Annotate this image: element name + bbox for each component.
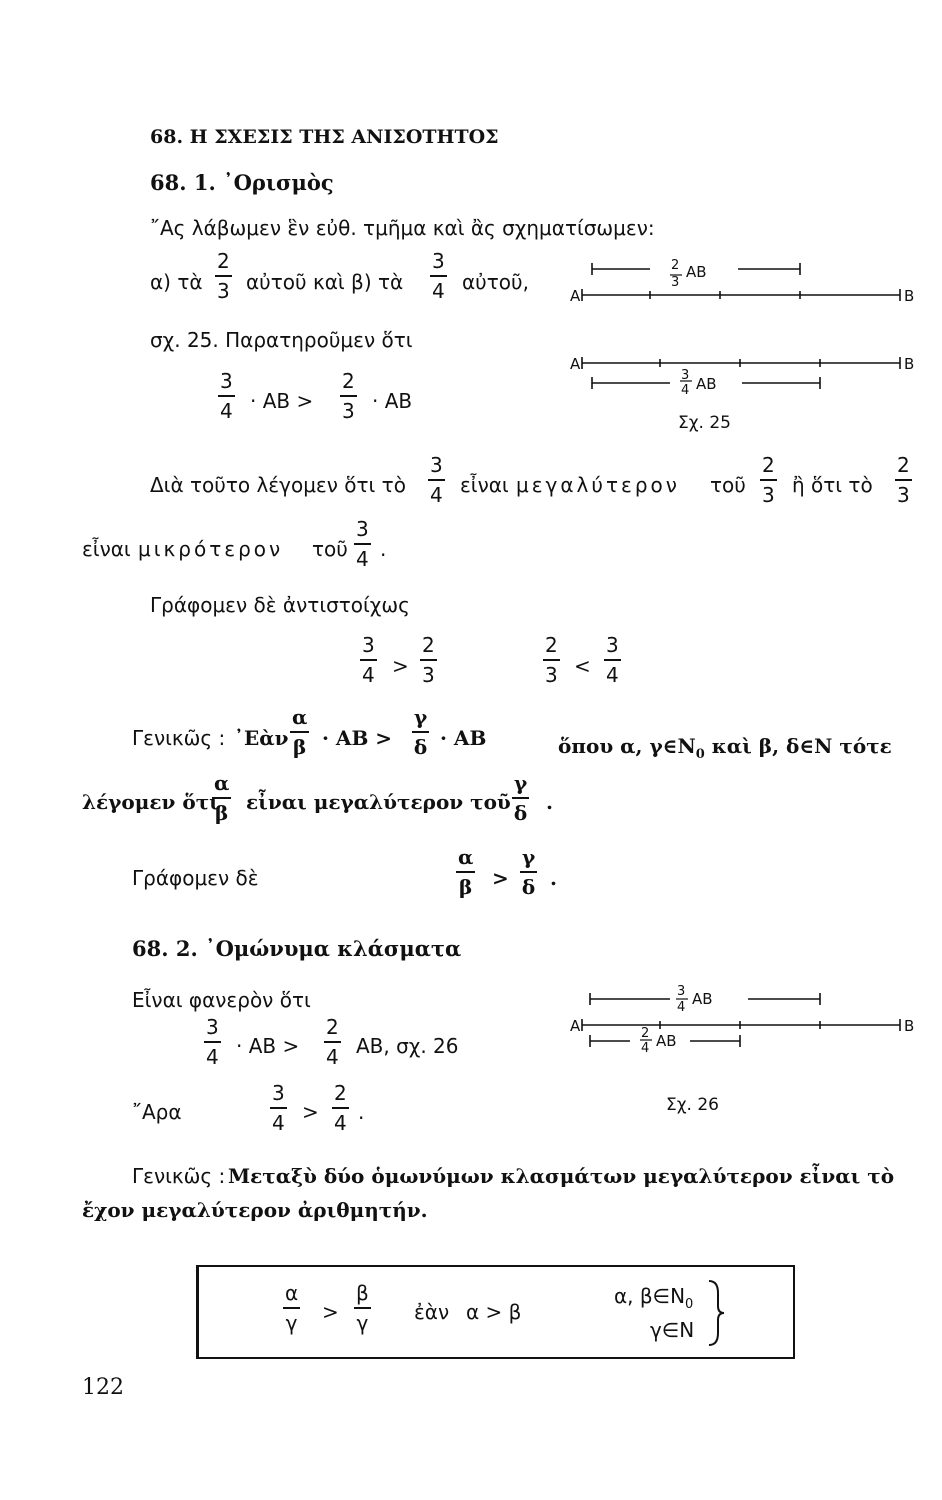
frac-num: 2	[422, 633, 435, 657]
frac-den: 4	[356, 547, 369, 571]
intro-text: ῎Ας λάβωμεν ἓν εὐθ. τμῆμα καὶ ἂς σχηματίσωμεν:	[150, 216, 655, 240]
ineq1-frac-b	[340, 370, 357, 422]
subsection-2-heading	[132, 936, 461, 961]
frac-den: δ	[413, 735, 428, 759]
dia-frac-3-4	[428, 454, 445, 506]
ara-end: .	[358, 1100, 365, 1124]
frac-den: 3	[422, 663, 435, 687]
genika1-ean: ᾿Εὰν	[234, 726, 289, 750]
einai-faneron: Εἶναι φανερὸν ὅτι	[132, 988, 311, 1012]
frac-num: 3	[432, 249, 445, 273]
frac-num: 2	[326, 1015, 339, 1039]
line-a-part3: αὐτοῦ,	[462, 270, 529, 294]
subsection-2-title: ᾿Ομώνυμα κλάσματα	[205, 936, 462, 961]
ineq1-mid: · AB >	[250, 389, 314, 413]
frac-den: 4	[432, 279, 445, 303]
box-op: >	[322, 1300, 339, 1324]
pair1-frac-b	[420, 634, 437, 686]
fig25-point-b-bottom: B	[904, 355, 915, 373]
ara-frac-b	[332, 1082, 349, 1134]
frac-num: 2	[334, 1081, 347, 1105]
frac-num: 2	[545, 633, 558, 657]
frac-num: 3	[356, 517, 369, 541]
ara-op: >	[302, 1100, 319, 1124]
genika1-sub0: 0	[695, 747, 705, 762]
frac-den: 3	[342, 399, 355, 423]
fig25-bot-frac-num: 3	[681, 368, 690, 383]
section-heading: 68. Η ΣΧΕΣΙΣ ΤΗΣ ΑΝΙΣΟΤΗΤΟΣ	[150, 126, 499, 148]
fig26-point-b: B	[904, 1017, 915, 1035]
fig25-point-a-bottom: A	[570, 355, 581, 373]
genika1-frac-gamma-delta	[412, 706, 429, 758]
frac-den: 4	[334, 1111, 347, 1135]
box-frac-beta-gamma	[354, 1282, 371, 1334]
pair2-frac-a	[543, 634, 560, 686]
ara-frac-a	[270, 1082, 287, 1134]
genika2-lead: Γενικῶς :	[132, 1164, 226, 1188]
frac-num: α	[285, 1281, 299, 1305]
fig26-bot-frac-num: 2	[641, 1026, 650, 1041]
ineq1-end: · AB	[372, 389, 413, 413]
page-number: 122	[82, 1375, 124, 1400]
fig25-point-a-top: A	[570, 287, 581, 305]
line-a-part2: αὐτοῦ καὶ β) τὰ	[246, 270, 404, 294]
frac-num: 3	[206, 1015, 219, 1039]
ineq2-end: AB, σχ. 26	[356, 1034, 459, 1058]
fig26-top-frac-num: 3	[677, 985, 686, 999]
box-ean: ἐὰν	[414, 1300, 450, 1324]
frac-num: 2	[342, 369, 355, 393]
frac-num: γ	[522, 845, 536, 869]
fig25-caption: Σχ. 25	[678, 413, 732, 433]
frac-den: β	[459, 875, 473, 899]
dia-part1: Διὰ τοῦτο λέγομεν ὅτι τὸ	[150, 473, 406, 497]
genika2-text2: ἔχον μεγαλύτερον ἀριθμητήν.	[82, 1198, 428, 1222]
dia-part4: ἢ ὅτι τὸ	[792, 473, 873, 497]
fig25-top-frac-num: 2	[671, 258, 680, 273]
box-cond1	[614, 1284, 693, 1312]
fig25-top-frac-den: 3	[671, 275, 680, 290]
dia-frac-2-3-a	[760, 454, 777, 506]
fig26-bot-frac-den: 4	[641, 1041, 650, 1056]
frac-num: 3	[430, 453, 443, 477]
grafomen2-end: .	[550, 866, 557, 890]
frac-den: δ	[513, 801, 528, 825]
frac-num: 3	[362, 633, 375, 657]
frac-num: γ	[514, 771, 528, 795]
frac-den: 4	[606, 663, 619, 687]
fig26-bot-label: AB	[656, 1032, 677, 1050]
frac-den: 3	[762, 483, 775, 507]
frac-den: γ	[285, 1311, 298, 1335]
ineq2-frac-a	[204, 1016, 221, 1068]
pair1-op: >	[392, 654, 409, 678]
mikr-part1: εἶναι	[82, 537, 131, 561]
mikr-word-mikroteron: μικρότερον	[138, 537, 284, 561]
subsection-1-heading	[150, 170, 334, 195]
grafomen2-part1: Γράφομεν δὲ	[132, 866, 259, 890]
frac-den: 3	[217, 279, 230, 303]
frac-den: 4	[272, 1111, 285, 1135]
frac-num: γ	[414, 705, 428, 729]
subsection-2-number: 68. 2.	[132, 936, 198, 961]
frac-num: 2	[897, 453, 910, 477]
box-cond1-text: α, β∈N	[614, 1284, 686, 1308]
subsection-1-title: ᾿Ορισμὸς	[223, 170, 334, 195]
dia-word-megalyteron: μεγαλύτερον	[516, 473, 680, 497]
frac-den: 3	[545, 663, 558, 687]
frac-den: β	[293, 735, 307, 759]
frac-den: 4	[220, 399, 233, 423]
frac-den: 4	[362, 663, 375, 687]
figure-25	[570, 255, 915, 445]
mikr-frac-3-4	[354, 518, 371, 570]
ara-word: ῎Αρα	[132, 1100, 182, 1124]
frac-num: 3	[272, 1081, 285, 1105]
line-a-part1: α) τὰ	[150, 270, 203, 294]
dia-part2: εἶναι	[460, 473, 509, 497]
ineq2-mid: · AB >	[236, 1034, 300, 1058]
figure-26	[570, 985, 915, 1120]
ineq1-frac-a	[218, 370, 235, 422]
pair2-op: <	[574, 654, 591, 678]
legomen-frac-gamma-delta	[512, 772, 529, 824]
dia-frac-2-3-b	[895, 454, 912, 506]
grafomen2-frac-gamma-delta	[520, 846, 537, 898]
frac-den: 4	[206, 1045, 219, 1069]
genika1-ab: · AB	[440, 726, 487, 750]
genika1-lead: Γενικῶς :	[132, 726, 226, 750]
legomen-frac-alpha-beta	[212, 772, 231, 824]
box-frac-alpha-gamma	[283, 1282, 300, 1334]
mikr-part2: τοῦ	[312, 537, 348, 561]
fig26-point-a: A	[570, 1017, 581, 1035]
grafomen1: Γράφομεν δὲ ἀντιστοίχως	[150, 593, 410, 617]
genika1-frac-alpha-beta	[290, 706, 309, 758]
dia-part3: τοῦ	[710, 473, 746, 497]
frac-den: 4	[430, 483, 443, 507]
frac-num: 3	[606, 633, 619, 657]
fraction-2-3	[215, 250, 232, 302]
frac-den: 3	[897, 483, 910, 507]
ineq2-frac-b	[324, 1016, 341, 1068]
mikr-end: .	[380, 537, 387, 561]
box-cond1-sub: 0	[685, 1297, 694, 1312]
fig25-point-b-top: B	[904, 287, 915, 305]
box-condition: α > β	[466, 1300, 522, 1324]
genika1-mid: · AB >	[322, 726, 393, 750]
fig25-bot-frac-den: 4	[681, 383, 690, 398]
frac-den: γ	[356, 1311, 369, 1335]
fig25-top-label: AB	[686, 263, 707, 281]
fraction-3-4	[430, 250, 447, 302]
grafomen2-op: >	[492, 866, 509, 890]
frac-num: 2	[762, 453, 775, 477]
frac-den: 4	[326, 1045, 339, 1069]
grafomen2-frac-alpha-beta	[456, 846, 475, 898]
genika1-cond-text: ὅπου α, γ∈N	[558, 734, 696, 758]
frac-den: δ	[521, 875, 536, 899]
legomen-end: .	[546, 790, 553, 814]
subsection-1-number: 68. 1.	[150, 170, 216, 195]
line-b-text: σχ. 25. Παρατηροῦμεν ὅτι	[150, 328, 413, 352]
pair2-frac-b	[604, 634, 621, 686]
frac-num: α	[458, 845, 474, 869]
box-cond2: γ∈N	[650, 1318, 695, 1342]
frac-num: α	[292, 705, 308, 729]
legomen-part1: λέγομεν ὅτι	[82, 790, 219, 814]
genika2-text1: Μεταξὺ δύο ὁμωνύμων κλασμάτων μεγαλύτερον εἶναι τὸ	[228, 1164, 895, 1188]
frac-num: 3	[220, 369, 233, 393]
legomen-part2: εἶναι μεγαλύτερον τοῦ	[246, 790, 511, 814]
frac-num: β	[356, 1281, 369, 1305]
frac-den: β	[215, 801, 229, 825]
right-brace-icon	[706, 1278, 726, 1348]
genika1-cond-text2: καὶ β, δ∈N τότε	[711, 734, 892, 758]
fig26-top-frac-den: 4	[677, 1000, 686, 1015]
frac-num: 2	[217, 249, 230, 273]
fig25-bot-label: AB	[696, 375, 717, 393]
frac-num: α	[214, 771, 230, 795]
fig26-top-label: AB	[692, 990, 713, 1008]
fig26-caption: Σχ. 26	[666, 1095, 720, 1115]
genika1-condition	[558, 734, 892, 762]
pair1-frac-a	[360, 634, 377, 686]
